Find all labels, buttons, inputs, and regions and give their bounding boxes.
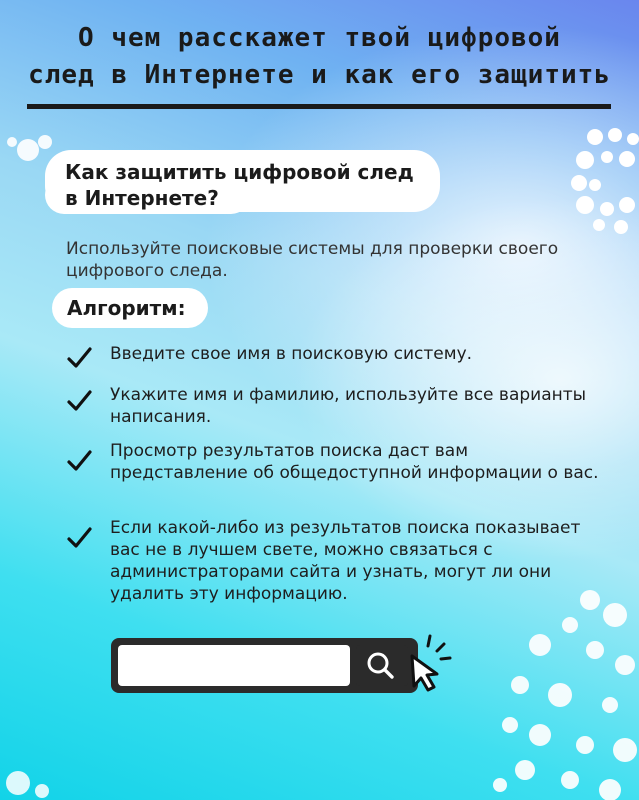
page-title-line-1: О чем расскажет твой цифровой	[78, 23, 561, 53]
step-text: Если какой-либо из результатов поиска показывает вас не в лучшем свете, можно связаться с администраторами сайта и узнать, могут ли они удалить эту информацию.	[110, 518, 581, 604]
checkmark-icon	[66, 345, 92, 371]
checkmark-icon	[66, 525, 92, 551]
step-text: Введите свое имя в поисковую систему.	[110, 344, 473, 364]
page-title	[0, 20, 639, 94]
title-divider	[27, 104, 611, 109]
question-line-1: Как защитить цифровой след	[65, 160, 414, 184]
question-line-2: в Интернете?	[65, 186, 219, 210]
decor-blobs-right-bottom	[480, 585, 639, 800]
algorithm-label: Алгоритм:	[67, 296, 186, 320]
question-pill	[45, 150, 440, 212]
intro-text: Используйте поисковые системы для проверки своего цифрового следа.	[66, 239, 559, 281]
decor-blobs-right-top	[565, 125, 639, 235]
decor-blobs-bottom-left	[0, 755, 60, 800]
step-text: Просмотр результатов поиска даст вам представление об общедоступной информации о вас.	[110, 441, 599, 483]
search-bar	[111, 638, 418, 693]
step-text: Укажите имя и фамилию, используйте все варианты написания.	[110, 385, 587, 427]
cursor-click-icon	[398, 630, 458, 695]
search-input	[118, 645, 350, 686]
page-title-line-2: след в Интернете и как его защитить	[28, 60, 611, 90]
algorithm-pill	[52, 288, 208, 328]
checkmark-icon	[66, 448, 92, 474]
checkmark-icon	[66, 388, 92, 414]
